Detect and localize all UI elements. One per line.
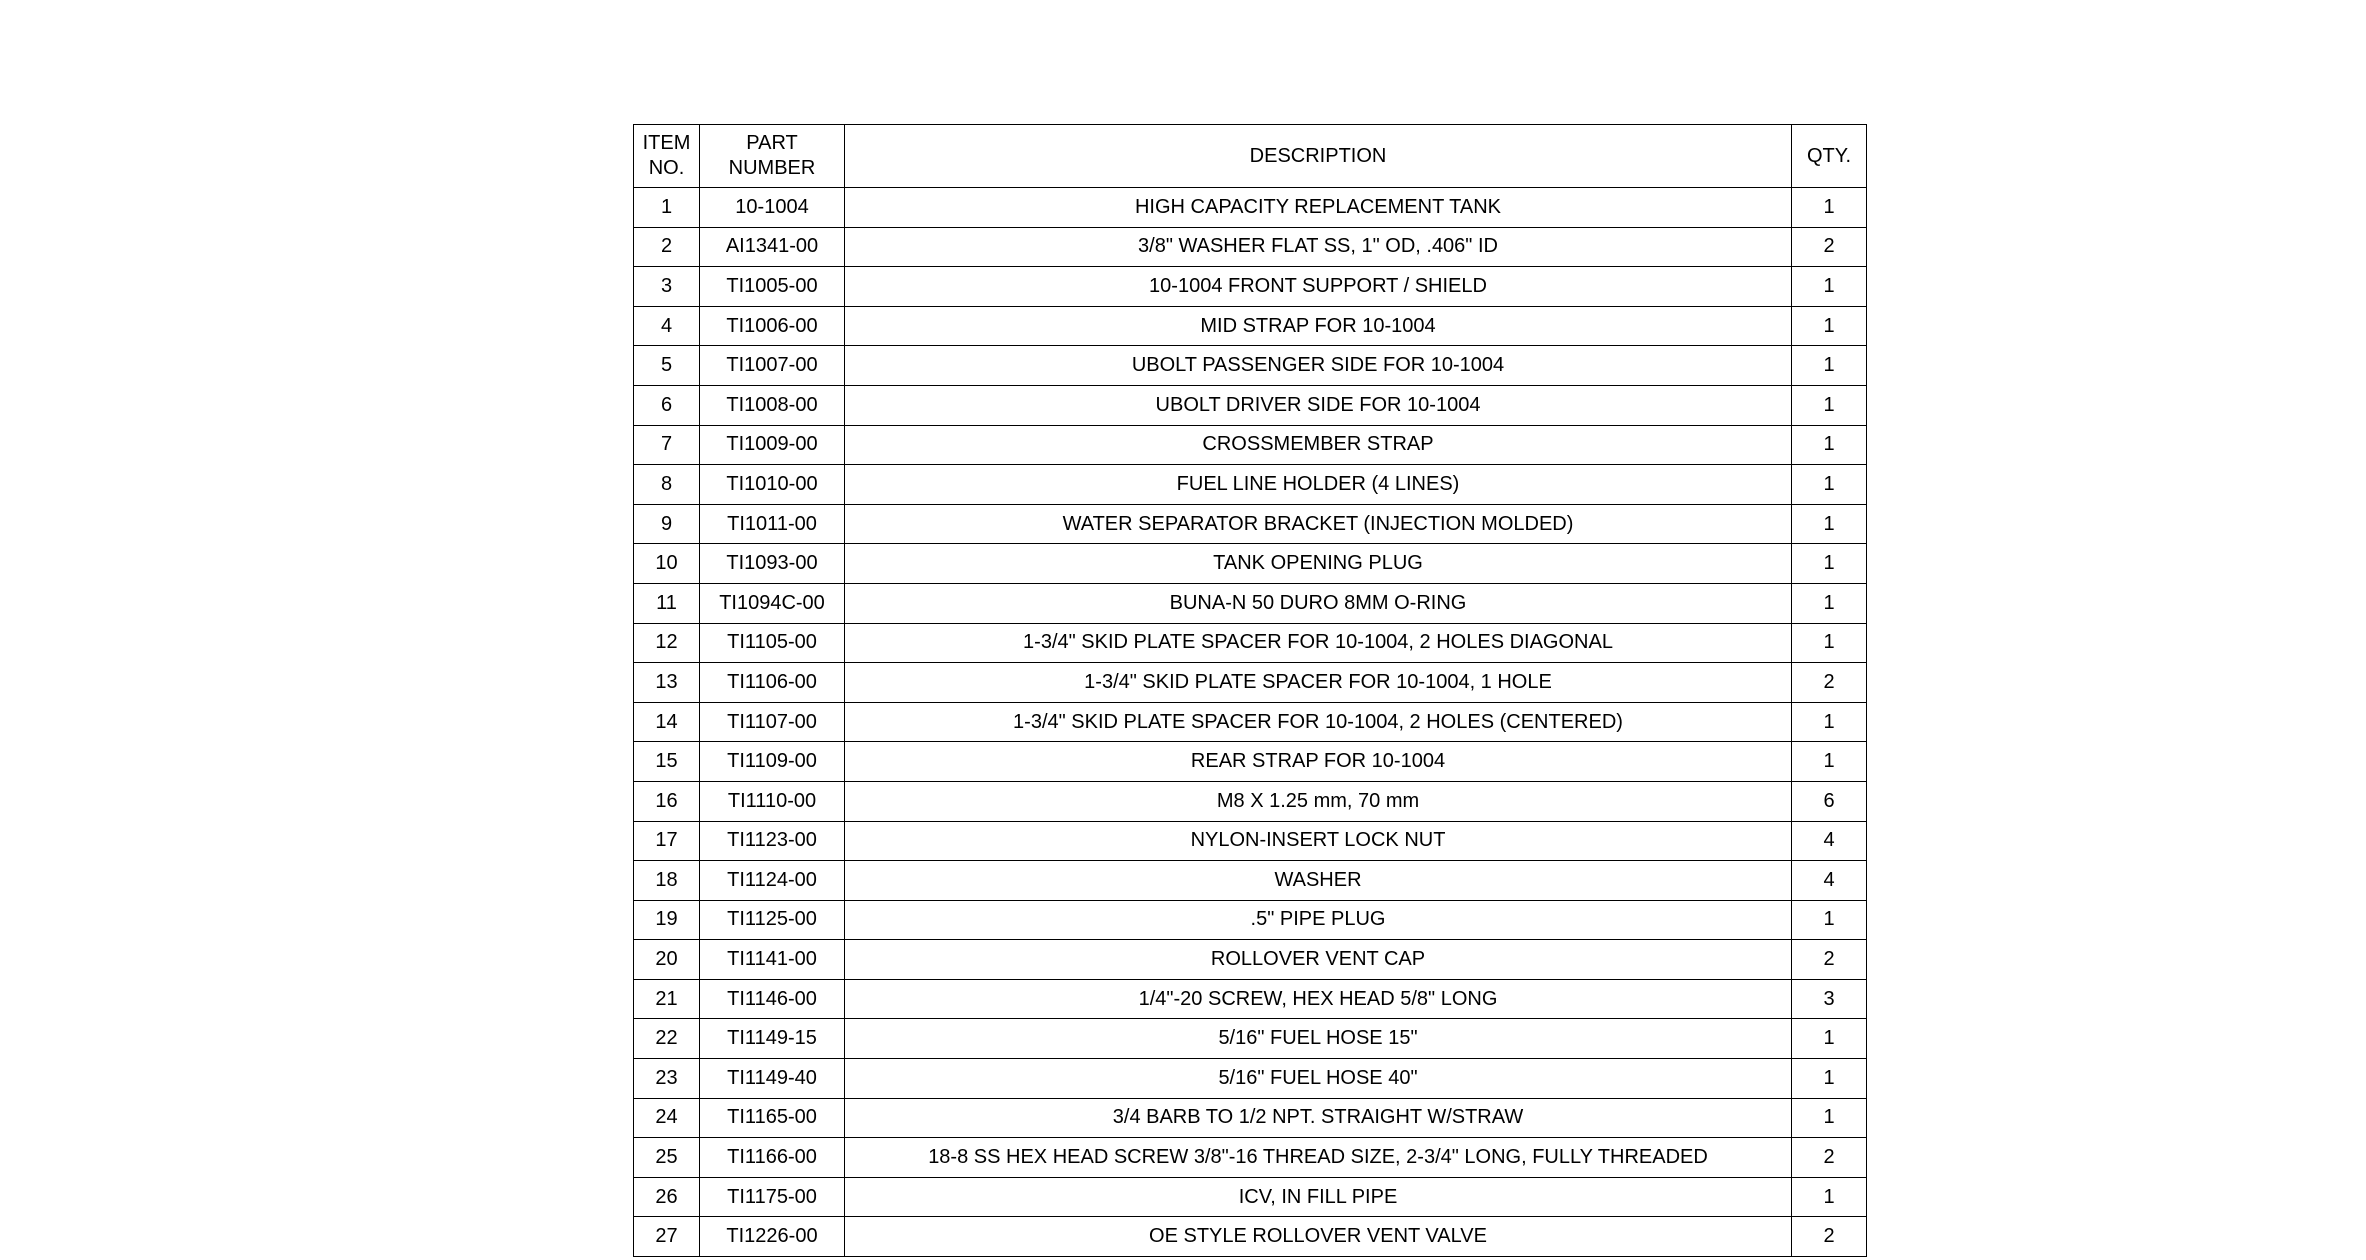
table-row: [634, 306, 1867, 346]
cell-item-no: 27: [634, 1217, 700, 1257]
cell-part-number: TI1109-00: [700, 742, 845, 782]
cell-part-number: TI1094C-00: [700, 583, 845, 623]
cell-part-number: TI1009-00: [700, 425, 845, 465]
table-row: [634, 465, 1867, 505]
cell-item-no: 11: [634, 583, 700, 623]
cell-qty: 2: [1792, 227, 1867, 267]
cell-part-number: TI1146-00: [700, 979, 845, 1019]
column-header-part-number-line2: NUMBER: [728, 157, 816, 179]
table-row: [634, 1019, 1867, 1059]
table-row: [634, 1059, 1867, 1099]
cell-description: 1/4"-20 SCREW, HEX HEAD 5/8" LONG: [845, 979, 1792, 1019]
cell-item-no: 1: [634, 188, 700, 228]
cell-description: ROLLOVER VENT CAP: [845, 940, 1792, 980]
table-row: [634, 663, 1867, 703]
table-row: [634, 544, 1867, 584]
column-header-item-no-line1: ITEM: [642, 132, 691, 154]
cell-qty: 1: [1792, 346, 1867, 386]
table-body: [634, 188, 1867, 1257]
cell-qty: 1: [1792, 742, 1867, 782]
cell-item-no: 12: [634, 623, 700, 663]
cell-item-no: 4: [634, 306, 700, 346]
cell-item-no: 13: [634, 663, 700, 703]
cell-description: UBOLT PASSENGER SIDE FOR 10-1004: [845, 346, 1792, 386]
column-header-part-number: [700, 125, 845, 188]
table-row: [634, 861, 1867, 901]
cell-item-no: 17: [634, 821, 700, 861]
cell-description: NYLON-INSERT LOCK NUT: [845, 821, 1792, 861]
cell-part-number: TI1226-00: [700, 1217, 845, 1257]
cell-part-number: TI1006-00: [700, 306, 845, 346]
cell-part-number: TI1124-00: [700, 861, 845, 901]
cell-description: 10-1004 FRONT SUPPORT / SHIELD: [845, 267, 1792, 307]
cell-part-number: TI1165-00: [700, 1098, 845, 1138]
cell-description: UBOLT DRIVER SIDE FOR 10-1004: [845, 385, 1792, 425]
cell-part-number: TI1125-00: [700, 900, 845, 940]
cell-description: 1-3/4" SKID PLATE SPACER FOR 10-1004, 1 HOLE: [845, 663, 1792, 703]
cell-part-number: TI1141-00: [700, 940, 845, 980]
cell-part-number: TI1011-00: [700, 504, 845, 544]
cell-qty: 1: [1792, 1177, 1867, 1217]
cell-part-number: TI1010-00: [700, 465, 845, 505]
table-row: [634, 1138, 1867, 1178]
column-header-part-number-line1: PART: [746, 132, 798, 154]
table-row: [634, 623, 1867, 663]
table-row: [634, 227, 1867, 267]
cell-part-number: TI1123-00: [700, 821, 845, 861]
cell-qty: 1: [1792, 385, 1867, 425]
cell-description: OE STYLE ROLLOVER VENT VALVE: [845, 1217, 1792, 1257]
cell-description: 1-3/4" SKID PLATE SPACER FOR 10-1004, 2 HOLES (CENTERED): [845, 702, 1792, 742]
cell-qty: 1: [1792, 623, 1867, 663]
table-row: [634, 425, 1867, 465]
cell-description: MID STRAP FOR 10-1004: [845, 306, 1792, 346]
cell-qty: 1: [1792, 1019, 1867, 1059]
cell-part-number: TI1008-00: [700, 385, 845, 425]
cell-description: WATER SEPARATOR BRACKET (INJECTION MOLDED): [845, 504, 1792, 544]
cell-qty: 1: [1792, 188, 1867, 228]
cell-qty: 1: [1792, 702, 1867, 742]
cell-part-number: TI1175-00: [700, 1177, 845, 1217]
cell-part-number: 10-1004: [700, 188, 845, 228]
cell-description: M8 X 1.25 mm, 70 mm: [845, 781, 1792, 821]
cell-qty: 1: [1792, 900, 1867, 940]
cell-item-no: 19: [634, 900, 700, 940]
bom-table: [633, 124, 1867, 1257]
cell-qty: 1: [1792, 425, 1867, 465]
table-row: [634, 1098, 1867, 1138]
table-row: [634, 504, 1867, 544]
cell-description: BUNA-N 50 DURO 8MM O-RING: [845, 583, 1792, 623]
cell-item-no: 26: [634, 1177, 700, 1217]
cell-item-no: 25: [634, 1138, 700, 1178]
table-row: [634, 940, 1867, 980]
table-row: [634, 1217, 1867, 1257]
cell-description: 1-3/4" SKID PLATE SPACER FOR 10-1004, 2 HOLES DIAGONAL: [845, 623, 1792, 663]
cell-qty: 1: [1792, 1059, 1867, 1099]
cell-item-no: 3: [634, 267, 700, 307]
cell-description: 3/8" WASHER FLAT SS, 1" OD, .406" ID: [845, 227, 1792, 267]
cell-part-number: TI1106-00: [700, 663, 845, 703]
cell-item-no: 24: [634, 1098, 700, 1138]
cell-qty: 4: [1792, 861, 1867, 901]
column-header-item-no-line2: NO.: [648, 157, 685, 179]
cell-qty: 1: [1792, 544, 1867, 584]
cell-part-number: TI1005-00: [700, 267, 845, 307]
cell-qty: 1: [1792, 1098, 1867, 1138]
cell-qty: 1: [1792, 267, 1867, 307]
cell-description: 5/16" FUEL HOSE 15": [845, 1019, 1792, 1059]
cell-qty: 1: [1792, 306, 1867, 346]
column-header-description: DESCRIPTION: [845, 125, 1792, 188]
cell-item-no: 16: [634, 781, 700, 821]
cell-description: REAR STRAP FOR 10-1004: [845, 742, 1792, 782]
cell-part-number: TI1149-40: [700, 1059, 845, 1099]
cell-description: ICV, IN FILL PIPE: [845, 1177, 1792, 1217]
cell-item-no: 21: [634, 979, 700, 1019]
cell-qty: 1: [1792, 504, 1867, 544]
table-row: [634, 781, 1867, 821]
cell-item-no: 20: [634, 940, 700, 980]
cell-item-no: 14: [634, 702, 700, 742]
cell-description: TANK OPENING PLUG: [845, 544, 1792, 584]
table-row: [634, 702, 1867, 742]
cell-item-no: 18: [634, 861, 700, 901]
cell-item-no: 23: [634, 1059, 700, 1099]
cell-item-no: 6: [634, 385, 700, 425]
cell-qty: 6: [1792, 781, 1867, 821]
header-row: [634, 125, 1867, 188]
cell-part-number: TI1166-00: [700, 1138, 845, 1178]
table-row: [634, 979, 1867, 1019]
table-row: [634, 742, 1867, 782]
cell-item-no: 22: [634, 1019, 700, 1059]
cell-part-number: TI1105-00: [700, 623, 845, 663]
cell-description: 3/4 BARB TO 1/2 NPT. STRAIGHT W/STRAW: [845, 1098, 1792, 1138]
cell-qty: 2: [1792, 1217, 1867, 1257]
cell-part-number: TI1107-00: [700, 702, 845, 742]
cell-item-no: 15: [634, 742, 700, 782]
cell-qty: 3: [1792, 979, 1867, 1019]
cell-part-number: TI1093-00: [700, 544, 845, 584]
column-header-qty: QTY.: [1792, 125, 1867, 188]
table-row: [634, 583, 1867, 623]
cell-description: CROSSMEMBER STRAP: [845, 425, 1792, 465]
cell-part-number: TI1149-15: [700, 1019, 845, 1059]
cell-description: .5" PIPE PLUG: [845, 900, 1792, 940]
table-row: [634, 1177, 1867, 1217]
cell-qty: 1: [1792, 583, 1867, 623]
cell-qty: 2: [1792, 663, 1867, 703]
cell-item-no: 8: [634, 465, 700, 505]
table-row: [634, 821, 1867, 861]
cell-qty: 4: [1792, 821, 1867, 861]
cell-part-number: AI1341-00: [700, 227, 845, 267]
table-header: [634, 125, 1867, 188]
cell-item-no: 7: [634, 425, 700, 465]
cell-description: WASHER: [845, 861, 1792, 901]
cell-description: 18-8 SS HEX HEAD SCREW 3/8"-16 THREAD SIZE, 2-3/4" LONG, FULLY THREADED: [845, 1138, 1792, 1178]
cell-item-no: 10: [634, 544, 700, 584]
table-row: [634, 188, 1867, 228]
cell-description: HIGH CAPACITY REPLACEMENT TANK: [845, 188, 1792, 228]
cell-item-no: 2: [634, 227, 700, 267]
cell-item-no: 9: [634, 504, 700, 544]
cell-qty: 2: [1792, 1138, 1867, 1178]
table-row: [634, 346, 1867, 386]
cell-description: 5/16" FUEL HOSE 40": [845, 1059, 1792, 1099]
table-row: [634, 267, 1867, 307]
column-header-item-no: [634, 125, 700, 188]
table-row: [634, 385, 1867, 425]
cell-item-no: 5: [634, 346, 700, 386]
cell-part-number: TI1007-00: [700, 346, 845, 386]
cell-part-number: TI1110-00: [700, 781, 845, 821]
cell-qty: 2: [1792, 940, 1867, 980]
cell-description: FUEL LINE HOLDER (4 LINES): [845, 465, 1792, 505]
bill-of-materials: [633, 124, 1866, 1257]
table-row: [634, 900, 1867, 940]
cell-qty: 1: [1792, 465, 1867, 505]
